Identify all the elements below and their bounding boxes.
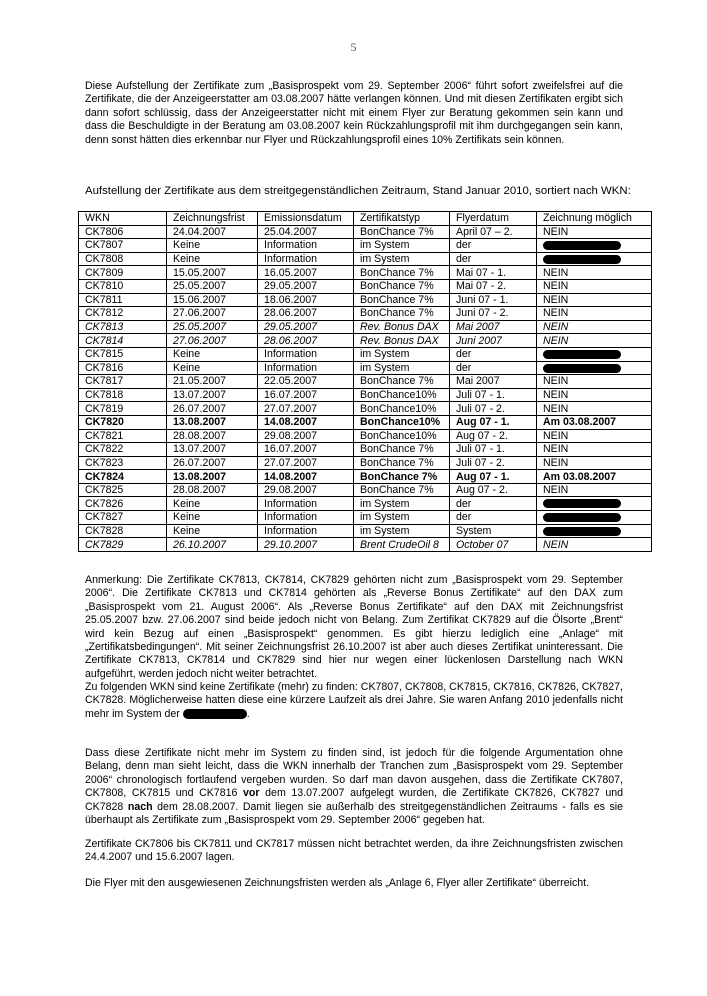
cell-zertifikatstyp: BonChance 7% xyxy=(354,293,450,307)
cell-flyerdatum: April 07 – 2. xyxy=(450,225,537,239)
cell-zeichnung-moeglich: NEIN xyxy=(537,402,652,416)
cell-emissionsdatum: 29.08.2007 xyxy=(258,429,354,443)
cell-wkn: CK7809 xyxy=(79,266,167,280)
note-3-bold-nach: nach xyxy=(127,800,153,813)
cell-wkn: CK7812 xyxy=(79,307,167,321)
cell-zeichnung-moeglich: NEIN xyxy=(537,456,652,470)
page-number: 5 xyxy=(350,40,357,54)
cell-emissionsdatum: Information xyxy=(258,511,354,525)
cell-wkn: CK7828 xyxy=(79,524,167,538)
cell-zeichnungsfrist: 25.05.2007 xyxy=(167,320,258,334)
column-header-zeichnungsfrist: Zeichnungsfrist xyxy=(167,212,258,226)
cell-zertifikatstyp: im System xyxy=(354,239,450,253)
cell-zeichnungsfrist: 21.05.2007 xyxy=(167,375,258,389)
cell-zertifikatstyp: im System xyxy=(354,511,450,525)
cell-zeichnungsfrist: Keine xyxy=(167,524,258,538)
table-row xyxy=(79,279,652,293)
cell-zertifikatstyp: BonChance10% xyxy=(354,388,450,402)
cell-wkn: CK7810 xyxy=(79,279,167,293)
column-header-zertifikatstyp: Zertifikatstyp xyxy=(354,212,450,226)
cell-flyerdatum: der xyxy=(450,511,537,525)
cell-wkn: CK7824 xyxy=(79,470,167,484)
table-row xyxy=(79,470,652,484)
table-row xyxy=(79,483,652,497)
cell-zeichnungsfrist: Keine xyxy=(167,239,258,253)
cell-emissionsdatum: 29.10.2007 xyxy=(258,538,354,552)
table-row xyxy=(79,252,652,266)
table-row xyxy=(79,375,652,389)
column-header-zeichnung-moeglich: Zeichnung möglich xyxy=(537,212,652,226)
table-row xyxy=(79,524,652,538)
cell-zeichnungsfrist: 26.10.2007 xyxy=(167,538,258,552)
cell-wkn: CK7826 xyxy=(79,497,167,511)
cell-wkn: CK7823 xyxy=(79,456,167,470)
cell-flyerdatum: Juni 07 - 2. xyxy=(450,307,537,321)
cell-zeichnungsfrist: 13.08.2007 xyxy=(167,470,258,484)
cell-flyerdatum: Aug 07 - 2. xyxy=(450,483,537,497)
cell-zeichnung-moeglich: NEIN xyxy=(537,279,652,293)
table-row xyxy=(79,443,652,457)
cell-emissionsdatum: Information xyxy=(258,497,354,511)
cell-flyerdatum: Juni 2007 xyxy=(450,334,537,348)
column-header-flyerdatum: Flyerdatum xyxy=(450,212,537,226)
cell-zeichnung-moeglich: NEIN xyxy=(537,375,652,389)
table-row xyxy=(79,334,652,348)
cell-zertifikatstyp: Rev. Bonus DAX xyxy=(354,334,450,348)
cell-flyerdatum: Aug 07 - 1. xyxy=(450,470,537,484)
table-row xyxy=(79,320,652,334)
table-row xyxy=(79,225,652,239)
table-row xyxy=(79,429,652,443)
column-header-wkn: WKN xyxy=(79,212,167,226)
cell-wkn: CK7813 xyxy=(79,320,167,334)
cell-emissionsdatum: 29.05.2007 xyxy=(258,320,354,334)
cell-emissionsdatum: 22.05.2007 xyxy=(258,375,354,389)
cell-wkn: CK7811 xyxy=(79,293,167,307)
cell-zertifikatstyp: im System xyxy=(354,361,450,375)
redaction-mark xyxy=(543,513,621,522)
cell-emissionsdatum: Information xyxy=(258,239,354,253)
cell-wkn: CK7808 xyxy=(79,252,167,266)
redaction-mark xyxy=(543,241,621,250)
cell-zertifikatstyp: im System xyxy=(354,252,450,266)
table-header-row xyxy=(79,212,652,226)
cell-zeichnung-moeglich: Am 03.08.2007 xyxy=(537,415,652,429)
cell-wkn: CK7818 xyxy=(79,388,167,402)
cell-flyerdatum: der xyxy=(450,239,537,253)
cell-zertifikatstyp: BonChance 7% xyxy=(354,266,450,280)
cell-zertifikatstyp: BonChance 7% xyxy=(354,483,450,497)
redaction-mark xyxy=(543,364,621,373)
cell-flyerdatum: Mai 07 - 2. xyxy=(450,279,537,293)
cell-zeichnungsfrist: Keine xyxy=(167,347,258,361)
cell-emissionsdatum: 16.07.2007 xyxy=(258,388,354,402)
table-row xyxy=(79,388,652,402)
cell-zertifikatstyp: im System xyxy=(354,497,450,511)
note-3-part-1: Dass diese Zertifikate nicht mehr im System zu finden sind, ist jedoch für die folgende Argumentation ohne Belang, denn man sieht leicht, dass die WKN innerhalb der Tranchen zum „Basisprospekt vom 29. September 2006“ chronologisch fortlaufend vergeben wurden. So darf man davon ausgehen, dass die Zertifikate CK7807, CK7808, CK7815 und CK7816 xyxy=(85,747,623,800)
cell-zertifikatstyp: BonChance 7% xyxy=(354,307,450,321)
cell-zeichnungsfrist: 27.06.2007 xyxy=(167,334,258,348)
intro-paragraph: Diese Aufstellung der Zertifikate zum „Basisprospekt vom 29. September 2006“ führt sofort zweifelsfrei auf die Zertifikate, die der Anzeigeerstatter am 03.08.2007 hätte verlangen können. Und mit diesen Zertifikaten ergibt sich dann sofort schlüssig, dass der Anzeigeerstatter nicht mit einem Flyer zur Beratung gekommen sein kann und dass die Beschuldigte in der Beratung am 03.08.2007 kein Rückzahlungsprofil mit ihm durchgegangen sein kann, denn sonst hätten dies erkennbar nur Flyer und Rückzahlungsprofil eines 10% Zertifikats sein können. xyxy=(85,80,623,146)
cell-zeichnung-moeglich: NEIN xyxy=(537,320,652,334)
cell-wkn: CK7807 xyxy=(79,239,167,253)
cell-zertifikatstyp: BonChance10% xyxy=(354,402,450,416)
cell-zeichnung-moeglich: NEIN xyxy=(537,538,652,552)
cell-zeichnungsfrist: 13.08.2007 xyxy=(167,415,258,429)
cell-flyerdatum: System xyxy=(450,524,537,538)
cell-zeichnung-moeglich xyxy=(537,347,652,361)
cell-zeichnung-moeglich: NEIN xyxy=(537,429,652,443)
redaction-mark xyxy=(183,709,247,719)
note-3-bold-vor: vor xyxy=(243,787,260,800)
cell-wkn: CK7816 xyxy=(79,361,167,375)
table-row xyxy=(79,511,652,525)
cell-wkn: CK7829 xyxy=(79,538,167,552)
cell-zeichnungsfrist: 28.08.2007 xyxy=(167,483,258,497)
cell-wkn: CK7806 xyxy=(79,225,167,239)
cell-zertifikatstyp: im System xyxy=(354,347,450,361)
note-paragraph-3 xyxy=(85,747,623,827)
cell-zeichnung-moeglich: NEIN xyxy=(537,334,652,348)
cell-zeichnungsfrist: 13.07.2007 xyxy=(167,443,258,457)
cell-emissionsdatum: 28.06.2007 xyxy=(258,307,354,321)
cell-flyerdatum: Juli 07 - 1. xyxy=(450,443,537,457)
cell-zertifikatstyp: im System xyxy=(354,524,450,538)
cell-flyerdatum: Juli 07 - 2. xyxy=(450,402,537,416)
cell-wkn: CK7827 xyxy=(79,511,167,525)
cell-zeichnung-moeglich: NEIN xyxy=(537,443,652,457)
cell-wkn: CK7815 xyxy=(79,347,167,361)
cell-wkn: CK7825 xyxy=(79,483,167,497)
cell-zeichnung-moeglich: NEIN xyxy=(537,225,652,239)
note-paragraph-4: Zertifikate CK7806 bis CK7811 und CK7817 müssen nicht betrachtet werden, da ihre Zeichnungsfristen zwischen 24.4.2007 und 15.6.2007 lagen. xyxy=(85,838,623,864)
note-paragraph-5: Die Flyer mit den ausgewiesenen Zeichnungsfristen werden als „Anlage 6, Flyer aller Zertifikate“ überreicht. xyxy=(85,877,590,889)
cell-zeichnungsfrist: Keine xyxy=(167,497,258,511)
cell-flyerdatum: Mai 2007 xyxy=(450,375,537,389)
cell-zeichnung-moeglich xyxy=(537,497,652,511)
note-paragraph-2 xyxy=(85,681,623,721)
cell-zeichnungsfrist: 26.07.2007 xyxy=(167,402,258,416)
cell-zertifikatstyp: BonChance 7% xyxy=(354,225,450,239)
cell-zeichnung-moeglich: Am 03.08.2007 xyxy=(537,470,652,484)
note-paragraph-1: Anmerkung: Die Zertifikate CK7813, CK7814, CK7829 gehörten nicht zum „Basisprospekt vom 29. September 2006“. Die Zertifikate CK7813 und CK7814 gehörten als „Reverse Bonus Zertifikate“ auf den DAX zum „Basisprospekt vom 21. August 2006“. Als „Reverse Bonus Zertifikate“ auf den DAX mit Zeichnungsfrist 25.05.2007 bzw. 27.06.2007 sind beide jedoch nicht von Belang. Zum Zertifikat CK7829 auf die Ölsorte „Brent“ wird kein Bezug auf einen „Basisprospekt“ genommen. Es gibt hierzu lediglich eine „Anlage“ mit „Zertifikatsbedingungen“. Mit seiner Zeichnungsfrist 26.10.2007 ist aber auch dieses Zertifikat uninteressant. Die Zertifikate CK7813, CK7814 und CK7829 sind hier nur wegen einer lückenlosen Darstellung nach WKN aufgeführt, werden jedoch nicht weiter betrachtet. xyxy=(85,574,623,680)
cell-zeichnungsfrist: Keine xyxy=(167,511,258,525)
cell-zeichnung-moeglich xyxy=(537,361,652,375)
cell-zeichnungsfrist: 24.04.2007 xyxy=(167,225,258,239)
redaction-mark xyxy=(543,499,621,508)
cell-flyerdatum: der xyxy=(450,361,537,375)
cell-emissionsdatum: Information xyxy=(258,347,354,361)
cell-zeichnung-moeglich: NEIN xyxy=(537,293,652,307)
table-row xyxy=(79,402,652,416)
cell-wkn: CK7821 xyxy=(79,429,167,443)
certificate-table xyxy=(78,211,652,552)
cell-zertifikatstyp: Rev. Bonus DAX xyxy=(354,320,450,334)
cell-emissionsdatum: Information xyxy=(258,524,354,538)
cell-zeichnung-moeglich: NEIN xyxy=(537,266,652,280)
table-row xyxy=(79,361,652,375)
cell-zeichnung-moeglich: NEIN xyxy=(537,483,652,497)
cell-zeichnung-moeglich: NEIN xyxy=(537,307,652,321)
redaction-mark xyxy=(543,350,621,359)
table-row xyxy=(79,415,652,429)
cell-emissionsdatum: 29.05.2007 xyxy=(258,279,354,293)
note-3-part-2: dem 13.07.2007 aufgelegt wurden, die Zertifikate CK7826, CK7827 und CK7828 xyxy=(85,787,624,813)
cell-zertifikatstyp: Brent CrudeOil 8 xyxy=(354,538,450,552)
cell-zeichnungsfrist: 15.06.2007 xyxy=(167,293,258,307)
cell-emissionsdatum: 14.08.2007 xyxy=(258,470,354,484)
note-3-part-3: dem 28.08.2007. Damit liegen sie außerhalb des streitgegenständlichen Zeitraums - falls es sie überhaupt als Zertifikate zum „Basisprospekt vom 29. September 2006“ gegeben hat. xyxy=(85,800,623,827)
cell-zeichnungsfrist: 15.05.2007 xyxy=(167,266,258,280)
cell-zeichnungsfrist: 25.05.2007 xyxy=(167,279,258,293)
cell-zeichnungsfrist: Keine xyxy=(167,252,258,266)
table-row xyxy=(79,266,652,280)
cell-wkn: CK7814 xyxy=(79,334,167,348)
cell-zeichnungsfrist: 28.08.2007 xyxy=(167,429,258,443)
cell-zeichnung-moeglich: NEIN xyxy=(537,388,652,402)
cell-flyerdatum: Juli 07 - 2. xyxy=(450,456,537,470)
cell-emissionsdatum: 16.05.2007 xyxy=(258,266,354,280)
cell-flyerdatum: October 07 xyxy=(450,538,537,552)
cell-flyerdatum: Juni 07 - 1. xyxy=(450,293,537,307)
table-caption: Aufstellung der Zertifikate aus dem streitgegenständlichen Zeitraum, Stand Januar 2010, sortiert nach WKN: xyxy=(85,185,631,197)
note-2-text: Zu folgenden WKN sind keine Zertifikate (mehr) zu finden: CK7807, CK7808, CK7815, CK7816, CK7826, CK7827, CK7828. Möglicherweise hatten diese eine kürzere Laufzeit als drei Jahre. Sie waren Anfang 2010 jedenfalls nicht mehr im System der xyxy=(85,681,623,720)
cell-zeichnungsfrist: Keine xyxy=(167,361,258,375)
table-row xyxy=(79,497,652,511)
cell-wkn: CK7819 xyxy=(79,402,167,416)
cell-zertifikatstyp: BonChance 7% xyxy=(354,456,450,470)
cell-emissionsdatum: 28.06.2007 xyxy=(258,334,354,348)
cell-flyerdatum: Juli 07 - 1. xyxy=(450,388,537,402)
cell-flyerdatum: Aug 07 - 2. xyxy=(450,429,537,443)
cell-emissionsdatum: 27.07.2007 xyxy=(258,456,354,470)
table-row xyxy=(79,347,652,361)
cell-flyerdatum: der xyxy=(450,252,537,266)
cell-zertifikatstyp: BonChance10% xyxy=(354,415,450,429)
cell-wkn: CK7820 xyxy=(79,415,167,429)
cell-emissionsdatum: 29.08.2007 xyxy=(258,483,354,497)
cell-emissionsdatum: Information xyxy=(258,252,354,266)
table-row xyxy=(79,239,652,253)
cell-zertifikatstyp: BonChance 7% xyxy=(354,375,450,389)
cell-zertifikatstyp: BonChance 7% xyxy=(354,470,450,484)
table-row xyxy=(79,307,652,321)
note-2-end: . xyxy=(246,707,250,720)
cell-flyerdatum: der xyxy=(450,497,537,511)
cell-zeichnung-moeglich xyxy=(537,524,652,538)
table-row xyxy=(79,293,652,307)
table-row xyxy=(79,538,652,552)
cell-flyerdatum: Mai 2007 xyxy=(450,320,537,334)
cell-flyerdatum: Mai 07 - 1. xyxy=(450,266,537,280)
column-header-emissionsdatum: Emissionsdatum xyxy=(258,212,354,226)
cell-zeichnung-moeglich xyxy=(537,239,652,253)
cell-emissionsdatum: 16.07.2007 xyxy=(258,443,354,457)
table-body xyxy=(79,225,652,551)
redaction-mark xyxy=(543,527,621,536)
cell-zeichnungsfrist: 13.07.2007 xyxy=(167,388,258,402)
cell-emissionsdatum: 14.08.2007 xyxy=(258,415,354,429)
cell-zeichnungsfrist: 26.07.2007 xyxy=(167,456,258,470)
cell-emissionsdatum: 27.07.2007 xyxy=(258,402,354,416)
table-row xyxy=(79,456,652,470)
redaction-mark xyxy=(543,255,621,264)
cell-emissionsdatum: Information xyxy=(258,361,354,375)
cell-emissionsdatum: 18.06.2007 xyxy=(258,293,354,307)
cell-wkn: CK7817 xyxy=(79,375,167,389)
cell-zeichnung-moeglich xyxy=(537,252,652,266)
cell-zertifikatstyp: BonChance 7% xyxy=(354,443,450,457)
cell-zeichnungsfrist: 27.06.2007 xyxy=(167,307,258,321)
cell-zertifikatstyp: BonChance10% xyxy=(354,429,450,443)
cell-flyerdatum: Aug 07 - 1. xyxy=(450,415,537,429)
cell-zertifikatstyp: BonChance 7% xyxy=(354,279,450,293)
cell-flyerdatum: der xyxy=(450,347,537,361)
cell-zeichnung-moeglich xyxy=(537,511,652,525)
cell-wkn: CK7822 xyxy=(79,443,167,457)
cell-emissionsdatum: 25.04.2007 xyxy=(258,225,354,239)
